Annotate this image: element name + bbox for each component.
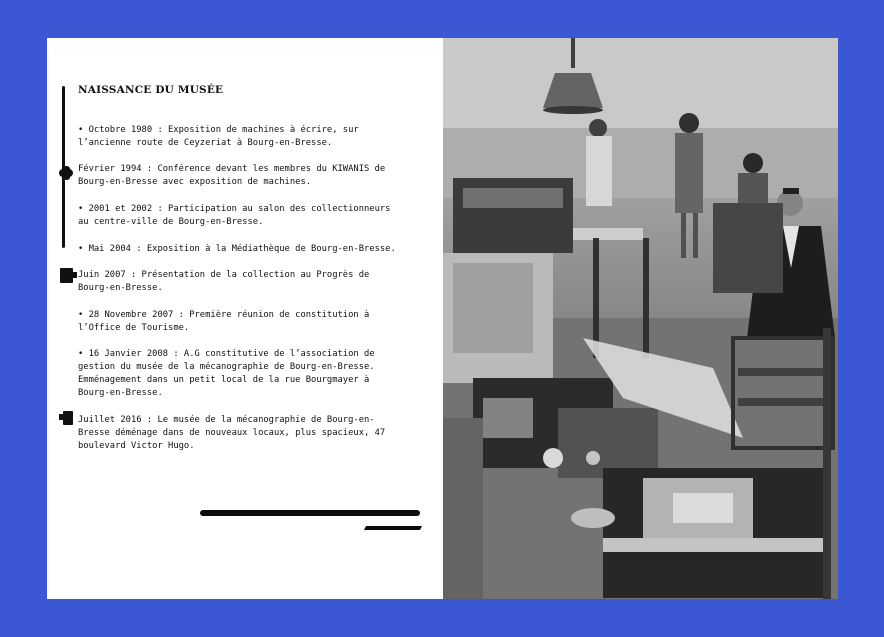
timeline-entry-nov-2007: • 28 Novembre 2007 : Première réunion de constitution à l’Office de Tourisme. [78, 310, 370, 333]
decorative-bar-long [200, 510, 420, 516]
museum-history-card [47, 38, 838, 599]
timeline-entry-2007: Juin 2007 : Présentation de la collection au Progrès de Bourg-en-Bresse. [78, 270, 370, 293]
history-text-panel [47, 38, 443, 599]
timeline-entry-1980: • Octobre 1980 : Exposition de machines à écrire, sur l’ancienne route de Ceyzeriat à Bourg-en-Bresse. [78, 125, 359, 148]
decorative-bar-short [364, 526, 422, 530]
photo-illustration [443, 38, 838, 599]
section-title: NAISSANCE DU MUSÉE [78, 84, 224, 96]
historic-photo-office-machines [443, 38, 838, 599]
timeline-entry-2001: • 2001 et 2002 : Participation au salon des collectionneurs au centre-ville de Bourg-en-Bresse. [78, 204, 391, 227]
timeline-entry-2004: • Mai 2004 : Exposition à la Médiathèque de Bourg-en-Bresse. [78, 244, 396, 254]
timeline-entry-2016: Juillet 2016 : Le musée de la mécanographie de Bourg-en- Bresse déménage dans de nouveaux locaux, plus spacieux, 47 boulevard Victor Hugo. [78, 415, 386, 451]
timeline-entry-2008: • 16 Janvier 2008 : A.G constitutive de l’association de gestion du musée de la mécanographie de Bourg-en-Bresse. Emménagement dans un petit local de la rue Bourgmayer à Bourg-en-Bresse. [78, 349, 375, 398]
timeline-entry-1994: Février 1994 : Conférence devant les membres du KIWANIS de Bourg-en-Bresse avec exposition de machines. [78, 164, 386, 187]
